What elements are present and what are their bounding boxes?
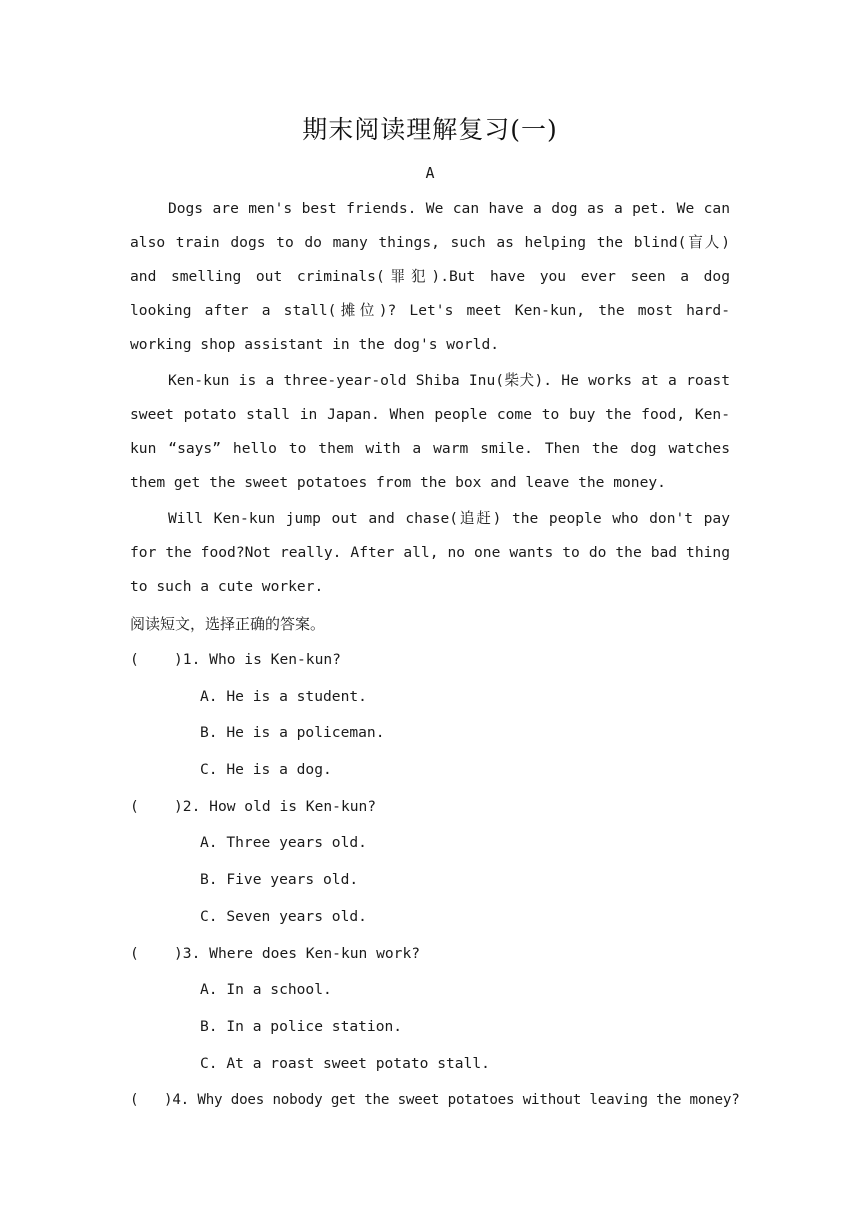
question-text: 2. How old is Ken-kun? bbox=[182, 797, 377, 815]
page-title: 期末阅读理解复习(一) bbox=[302, 115, 558, 144]
question-text: 3. Where does Ken-kun work? bbox=[182, 944, 421, 962]
instruction-text: 阅读短文，选择正确的答案。 bbox=[130, 615, 326, 633]
answer-blank-open: ( bbox=[130, 651, 139, 668]
question-list bbox=[130, 647, 740, 1124]
option-2b: B. Five years old. bbox=[200, 871, 359, 889]
answer-blank-open: ( bbox=[130, 797, 139, 815]
question-1 bbox=[130, 647, 740, 684]
answer-blank-open: ( bbox=[130, 1092, 139, 1109]
answer-blank-close: ) bbox=[174, 944, 183, 962]
option-3b: B. In a police station. bbox=[200, 1017, 403, 1035]
question-4 bbox=[130, 1087, 740, 1124]
question-2 bbox=[130, 794, 740, 831]
option-1c: C. He is a dog. bbox=[200, 761, 332, 779]
option-1b: B. He is a policeman. bbox=[200, 724, 385, 742]
passage-paragraph-1: Dogs are men's best friends. We can have a dog as a pet. We can also train dogs to do many things, such as helping the blind(盲人) and smelling out criminals(罪犯).But have you ever seen a dog looking after a stall(摊位)? Let's meet Ken-kun, the most hard-working shop assistant in the dog's world. bbox=[130, 200, 730, 353]
section-label: A bbox=[425, 164, 435, 182]
answer-blank-close: ) bbox=[174, 797, 183, 815]
question-text: 4. Why does nobody get the sweet potatoes without leaving the money? bbox=[172, 1092, 740, 1109]
answer-blank-close: ) bbox=[174, 651, 183, 668]
option-1a: A. He is a student. bbox=[200, 687, 367, 705]
passage-paragraph-2: Ken-kun is a three-year-old Shiba Inu(柴犬). He works at a roast sweet potato stall in Japan. When people come to buy the food, Ken-kun “says” hello to them with a warm smile. Then the dog watches them get the sweet potatoes from the box and leave the money. bbox=[130, 372, 730, 491]
reading-passage bbox=[130, 192, 730, 604]
passage-paragraph-3: Will Ken-kun jump out and chase(追赶) the people who don't pay for the food?Not really. After all, no one wants to do the bad thing to such a cute worker. bbox=[130, 510, 730, 595]
option-2c: C. Seven years old. bbox=[200, 907, 367, 925]
answer-blank-close: ) bbox=[164, 1092, 173, 1109]
option-3a: A. In a school. bbox=[200, 981, 332, 999]
question-3 bbox=[130, 941, 740, 978]
option-2a: A. Three years old. bbox=[200, 834, 367, 852]
option-3c: C. At a roast sweet potato stall. bbox=[200, 1054, 490, 1072]
question-text: 1. Who is Ken-kun? bbox=[182, 651, 341, 668]
answer-blank-open: ( bbox=[130, 944, 139, 962]
